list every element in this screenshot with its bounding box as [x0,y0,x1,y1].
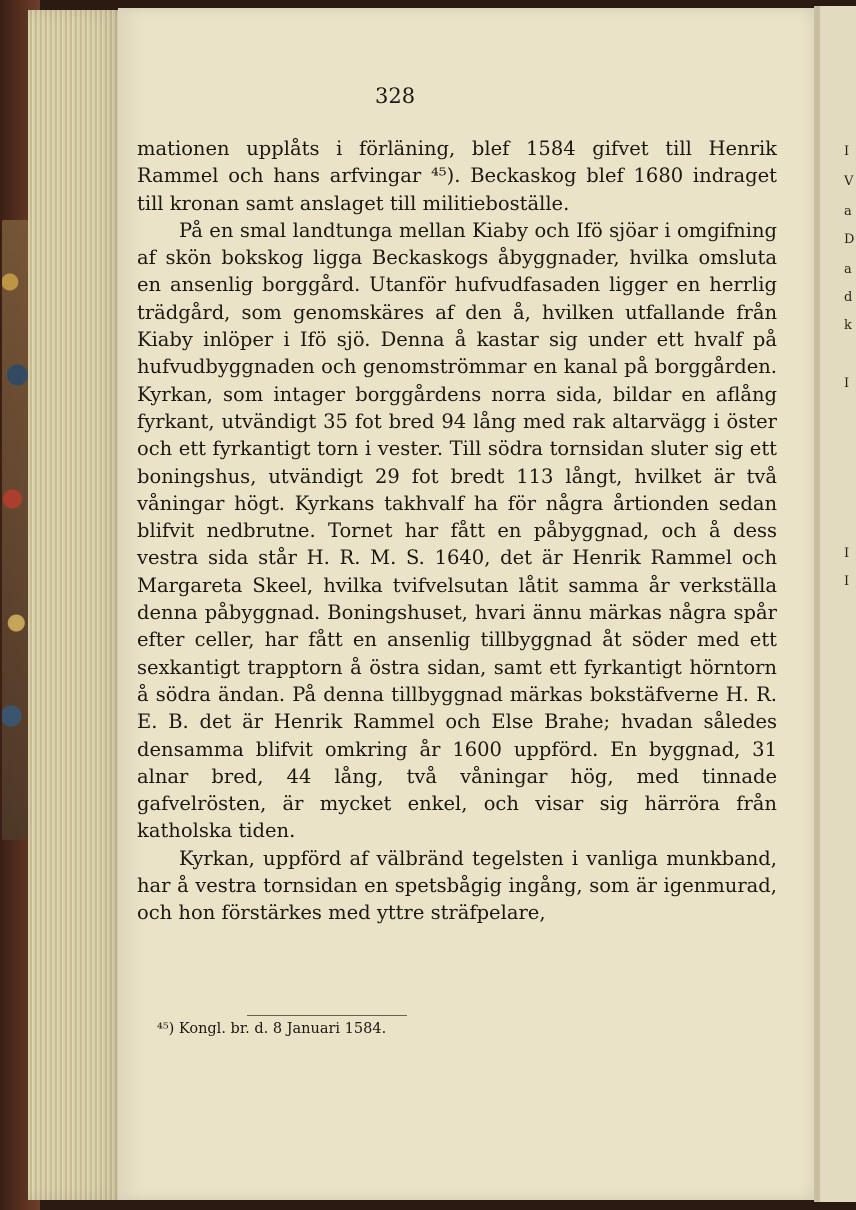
facing-page-fragment: I [844,574,850,589]
facing-page-fragment: D [844,232,855,247]
page-number: 328 [375,84,416,108]
marbled-edge [2,220,28,840]
facing-page-fragment: V [844,174,854,189]
facing-page-fragment: a [844,262,852,277]
footnote [157,1021,386,1037]
body-text [137,135,777,927]
facing-page-fragment: a [844,204,852,219]
paragraph: mationen upplåts i förläning, blef 1584 gifvet till Henrik Rammel och hans arfvingar ⁴⁵). Beckaskog blef 1680 indraget till kronan samt anslaget till militieboställe. [137,137,777,215]
facing-page-fragment: I [844,376,850,391]
footnote-rule [247,1015,407,1016]
facing-page-fragment: k [844,318,852,333]
paragraph: På en smal landtunga mellan Kiaby och Ifö sjöar i omgifning af skön bokskog ligga Beckaskogs åbyggnader, hvilka omsluta en ansenlig borggård. Utanför hufvudfasaden ligger en herrlig trädgård, som genomskäres af den å, hvilken utfallande från Kiaby inlöper i Ifö sjö. Denna å kastar sig under ett hvalf på hufvudbyggnaden och genomströmmar en kanal på borggården. Kyrkan, som intager borggårdens norra sida, bildar en aflång fyrkant, utvändigt 35 fot bred 94 lång med rak altarvägg i öster och ett fyrkantigt torn i vester. Till södra tornsidan sluter sig ett boningshus, utvändigt 29 fot bredt 113 långt, hvilket är två våningar högt. Kyrkans takhvalf ha för några årtionden sedan blifvit nedbrutne. Tornet har fått en påbyggnad, och å dess vestra sida står H. R. M. S. 1640, det är Henrik Rammel och Margareta Skeel, hvilka tvifvelsutan låtit samma år verkställa denna påbyggnad. Boningshuset, hvari ännu märkas några spår efter celler, har fått en ansenlig tillbyggnad åt söder med ett sexkantigt trapptorn å östra sidan, samt ett fyrkantigt hörntorn å södra ändan. På denna tillbyggnad märkas bokstäfverne H. R. E. B. det är Henrik Rammel och Else Brahe; hvadan således densamma blifvit omkring år 1600 uppförd. En byggnad, 31 alnar bred, 44 lång, två våningar hög, med tinnade gafvelrösten, är mycket enkel, och visar sig härröra från katholska tiden. [137,218,777,843]
facing-page-fragment: I [844,546,850,561]
facing-page-edge [814,6,856,1202]
footnote-text: ⁴⁵) Kongl. br. d. 8 Januari 1584. [157,1021,387,1037]
page-stack-edge [28,10,120,1200]
facing-page-fragment: I [844,144,850,159]
facing-page-fragment: d [844,290,853,305]
paragraph: Kyrkan, uppförd af välbränd tegelsten i vanliga munkband, har å vestra tornsidan en spetsbågig ingång, som är igenmurad, och hon förstärkes med yttre sträfpelare, [137,846,777,925]
